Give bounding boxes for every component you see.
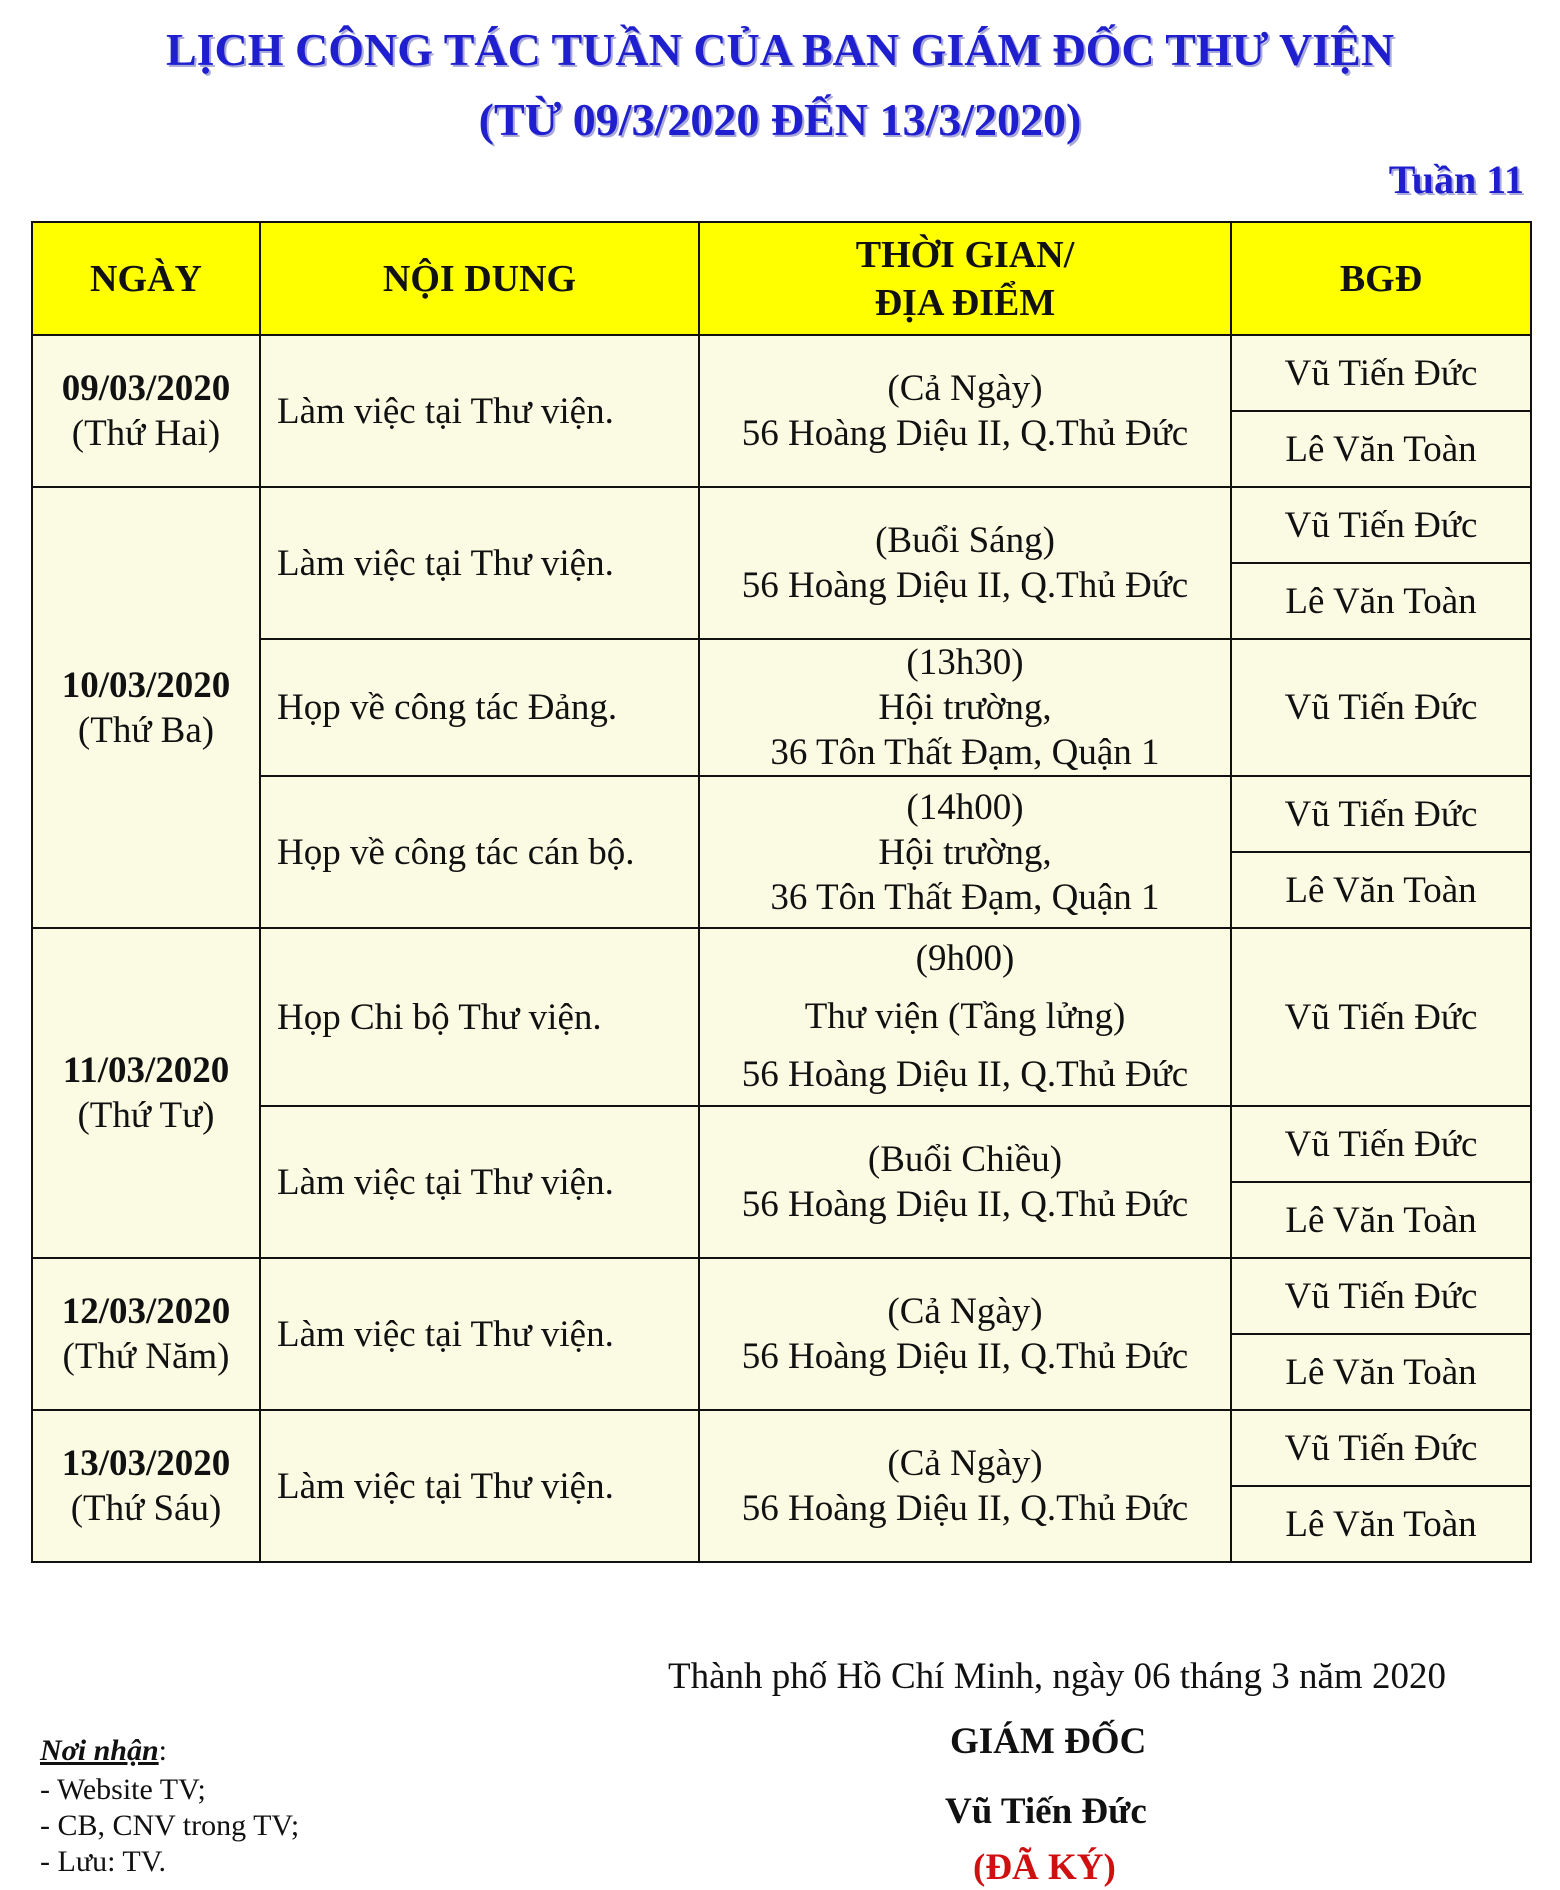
recipient-item: - CB, CNV trong TV; — [40, 1809, 300, 1842]
table-row — [32, 487, 1531, 563]
day-date: 12/03/2020 — [61, 1291, 231, 1332]
time-place-line: 56 Hoàng Diệu II, Q.Thủ Đức — [741, 565, 1189, 606]
content-cell: Làm việc tại Thư viện. — [260, 1258, 699, 1410]
bgd-member-cell: Vũ Tiến Đức — [1231, 776, 1531, 852]
time-place-line: 56 Hoàng Diệu II, Q.Thủ Đức — [741, 1184, 1189, 1225]
signed-status: (ĐÃ KÝ) — [973, 1847, 1116, 1888]
content-cell: Làm việc tại Thư viện. — [260, 487, 699, 639]
recipients-title — [40, 1733, 167, 1769]
column-header-time: THỜI GIAN/ — [855, 233, 1075, 276]
time-place-cell — [699, 776, 1231, 928]
content-cell: Họp Chi bộ Thư viện. — [260, 928, 699, 1106]
place-date: Thành phố Hồ Chí Minh, ngày 06 tháng 3 năm 2020 — [668, 1656, 1446, 1697]
day-weekday: (Thứ Năm) — [62, 1336, 230, 1377]
content-cell: Họp về công tác cán bộ. — [260, 776, 699, 928]
time-place-cell — [699, 335, 1231, 487]
column-header-content: NỘI DUNG — [260, 222, 699, 335]
content-cell: Họp về công tác Đảng. — [260, 639, 699, 776]
day-date: 13/03/2020 — [61, 1443, 231, 1484]
bgd-member-cell: Lê Văn Toàn — [1231, 852, 1531, 928]
content-cell: Làm việc tại Thư viện. — [260, 335, 699, 487]
column-header-bgd: BGĐ — [1231, 222, 1531, 335]
time-place-cell — [699, 487, 1231, 639]
time-place-line: (Buổi Sáng) — [875, 520, 1055, 561]
table-row — [32, 335, 1531, 411]
recipients-title-colon: : — [158, 1734, 167, 1767]
day-date: 09/03/2020 — [61, 368, 231, 409]
content-cell: Làm việc tại Thư viện. — [260, 1410, 699, 1562]
time-place-line: Hội trường, — [878, 831, 1052, 873]
bgd-member-cell: Lê Văn Toàn — [1231, 1486, 1531, 1562]
day-cell — [32, 487, 260, 928]
recipient-item: - Website TV; — [40, 1773, 206, 1806]
bgd-member-cell: Vũ Tiến Đức — [1231, 928, 1531, 1106]
time-place-line: 36 Tôn Thất Đạm, Quận 1 — [770, 876, 1160, 918]
bgd-member-cell: Lê Văn Toàn — [1231, 1182, 1531, 1258]
day-weekday: (Thứ Hai) — [71, 413, 221, 454]
day-weekday: (Thứ Sáu) — [70, 1488, 222, 1529]
bgd-member-cell: Vũ Tiến Đức — [1231, 1258, 1531, 1334]
signer-position: GIÁM ĐỐC — [950, 1721, 1147, 1762]
bgd-member-cell: Vũ Tiến Đức — [1231, 487, 1531, 563]
time-place-line: Hội trường, — [878, 687, 1052, 728]
time-place-line: (9h00) — [915, 938, 1015, 979]
bgd-member-cell: Vũ Tiến Đức — [1231, 1106, 1531, 1182]
day-date: 10/03/2020 — [61, 664, 231, 706]
time-place-line: (Cả Ngày) — [887, 1291, 1043, 1332]
time-place-line: 56 Hoàng Diệu II, Q.Thủ Đức — [741, 413, 1189, 454]
table-header-row — [32, 222, 1531, 335]
table-row — [32, 928, 1531, 1106]
day-cell — [32, 1410, 260, 1562]
document-date-range: (TỪ 09/3/2020 ĐẾN 13/3/2020) — [478, 94, 1082, 145]
bgd-member-cell: Lê Văn Toàn — [1231, 411, 1531, 487]
day-cell — [32, 928, 260, 1258]
time-place-line: (14h00) — [906, 786, 1024, 828]
bgd-member-cell: Lê Văn Toàn — [1231, 1334, 1531, 1410]
day-weekday: (Thứ Ba) — [77, 709, 215, 751]
week-label: Tuần 11 — [1388, 157, 1524, 202]
recipient-item: - Lưu: TV. — [40, 1845, 166, 1878]
day-cell — [32, 1258, 260, 1410]
column-header-day: NGÀY — [32, 222, 260, 335]
time-place-cell — [699, 1258, 1231, 1410]
time-place-line: 36 Tôn Thất Đạm, Quận 1 — [770, 732, 1160, 773]
time-place-cell — [699, 928, 1231, 1106]
table-row — [32, 1410, 1531, 1486]
column-header-time-place — [699, 222, 1231, 335]
bgd-member-cell: Lê Văn Toàn — [1231, 563, 1531, 639]
day-date: 11/03/2020 — [62, 1050, 230, 1091]
schedule-table — [31, 221, 1532, 1563]
time-place-cell — [699, 1106, 1231, 1258]
time-place-cell — [699, 1410, 1231, 1562]
time-place-line: (Cả Ngày) — [887, 368, 1043, 409]
column-header-place: ĐỊA ĐIỂM — [874, 281, 1056, 324]
table-row — [32, 1258, 1531, 1334]
recipients-title-text: Nơi nhận — [40, 1734, 159, 1767]
day-cell — [32, 335, 260, 487]
time-place-line: (Cả Ngày) — [887, 1443, 1043, 1484]
time-place-line: Thư viện (Tầng lửng) — [804, 996, 1126, 1037]
content-cell: Làm việc tại Thư viện. — [260, 1106, 699, 1258]
bgd-member-cell: Vũ Tiến Đức — [1231, 1410, 1531, 1486]
time-place-line: 56 Hoàng Diệu II, Q.Thủ Đức — [741, 1336, 1189, 1377]
bgd-member-cell: Vũ Tiến Đức — [1231, 335, 1531, 411]
time-place-line: 56 Hoàng Diệu II, Q.Thủ Đức — [741, 1488, 1189, 1529]
time-place-line: 56 Hoàng Diệu II, Q.Thủ Đức — [741, 1054, 1189, 1095]
day-weekday: (Thứ Tư) — [77, 1095, 215, 1136]
document-title: LỊCH CÔNG TÁC TUẦN CỦA BAN GIÁM ĐỐC THƯ VIỆN — [165, 24, 1395, 75]
time-place-line: (Buổi Chiều) — [867, 1139, 1063, 1180]
bgd-member-cell: Vũ Tiến Đức — [1231, 639, 1531, 776]
time-place-cell — [699, 639, 1231, 776]
time-place-line: (13h30) — [906, 642, 1024, 683]
signer-name: Vũ Tiến Đức — [945, 1791, 1147, 1832]
